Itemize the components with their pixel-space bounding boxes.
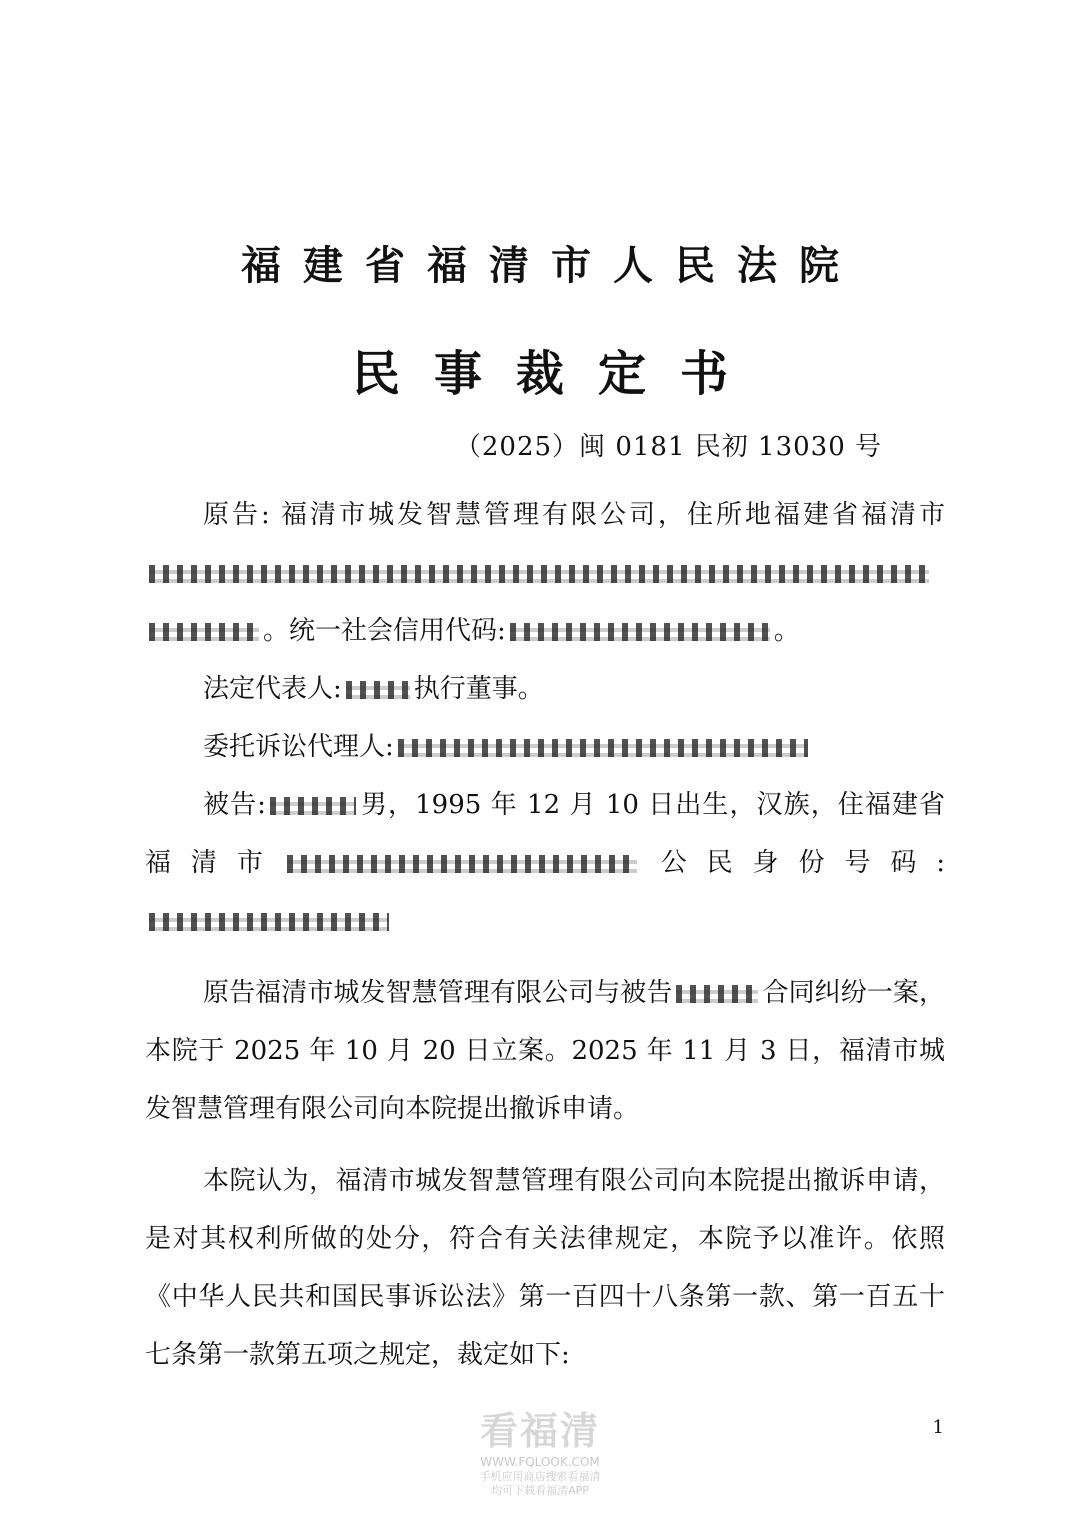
document-type-title: 民事裁定书	[351, 346, 762, 402]
legal-rep-label: 法定代表人:	[203, 674, 342, 704]
page-number: 1	[932, 1417, 944, 1438]
watermark-line-2: 均可下载看福清APP	[491, 1484, 589, 1497]
defendant-text: 男，1995 年 12 月 10 日出生，汉族，住福	[359, 790, 892, 820]
agent-paragraph	[145, 718, 945, 776]
redacted-credit-code	[510, 623, 770, 641]
legal-rep-title: 执行董事。	[413, 674, 544, 704]
document-body	[145, 486, 945, 1384]
watermark	[460, 1408, 620, 1498]
redacted-address	[149, 565, 929, 583]
redacted-id-number	[149, 913, 389, 931]
redacted-legal-rep-name	[346, 681, 410, 699]
defendant-address-prefix: 建省福清市	[145, 790, 945, 878]
redacted-agent-info	[398, 739, 808, 757]
case-para-a: 原告福清市城发智慧管理有限公司与被告	[203, 978, 673, 1008]
case-paragraph	[145, 964, 945, 1138]
case-number: （2025）闽 0181 民初 13030 号	[454, 432, 882, 462]
redacted-defendant-name	[270, 797, 356, 815]
reasoning-paragraph: 本院认为，福清市城发智慧管理有限公司向本院提出撤诉申请，是对其权利所做的处分，符合有关法律规定，本院予以准许。依照《中华人民共和国民事诉讼法》第一百四十八条第一款、第一百五十七条第一款第五项之规定，裁定如下:	[145, 1166, 945, 1370]
redacted-address-end	[149, 623, 259, 641]
court-name: 福建省福清市人民法院	[241, 242, 861, 289]
redacted-defendant-name-2	[676, 985, 758, 1003]
plaintiff-label: 原告:	[203, 500, 270, 530]
watermark-url: WWW.FQLOOK.COM	[480, 1455, 600, 1469]
agent-label: 委托诉讼代理人:	[203, 732, 394, 762]
legal-rep-paragraph	[145, 660, 945, 718]
plaintiff-code-text: 。统一社会信用代码:	[263, 616, 506, 646]
defendant-paragraph	[145, 776, 945, 950]
watermark-line-1: 手机应用商店搜索看福清	[479, 1470, 601, 1483]
case-para-b: 合同纠纷一案，本院于 2025 年 10 月 20 日立案。2025 年 11 月 3 日，福清市城发智慧管理有限公司向本院提出撤诉申请。	[145, 978, 945, 1124]
defendant-label: 被告:	[203, 790, 266, 820]
defendant-id-label: 公民身份号码:	[640, 848, 945, 878]
redacted-defendant-address	[287, 855, 637, 873]
watermark-logo: 看福清	[479, 1409, 600, 1453]
plaintiff-paragraph: 原告: 福清市城发智慧管理有限公司，住所地福建省福清市。统一社会信用代码: 。	[145, 486, 945, 660]
plaintiff-text: 福清市城发智慧管理有限公司，住所地福建省福清市	[281, 500, 945, 530]
